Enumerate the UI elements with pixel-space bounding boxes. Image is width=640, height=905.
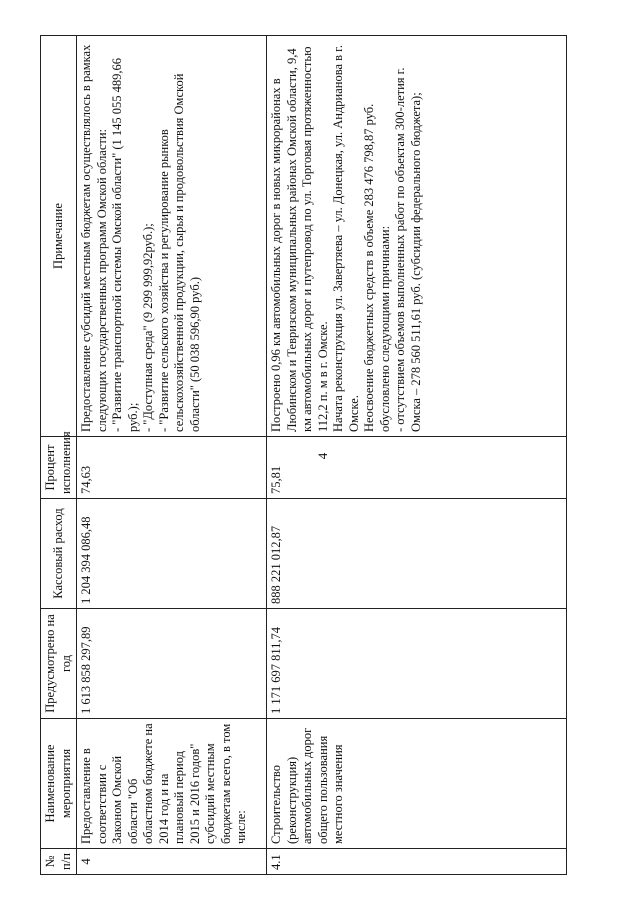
cell-cash: 888 221 012,87 xyxy=(267,499,567,609)
header-percent: Процент исполнения xyxy=(41,437,77,499)
cell-note xyxy=(267,36,567,437)
table-header-row xyxy=(41,36,77,875)
header-note: Примечание xyxy=(41,36,77,437)
cell-planned: 1 171 697 811,74 xyxy=(267,609,567,719)
header-cash: Кассовый расход xyxy=(41,499,77,609)
rotated-table-container xyxy=(40,35,585,875)
note-line: Построено 0,96 км автомобильных дорог в новых микрорайонах в Любинском и Тевризском муниципальных районах Омской области, 9,4 км автомобильных дорог и путепровод по ул. Торговая протяженностью 112,2 п. м в г. Омске. xyxy=(269,46,330,432)
note-line: Предоставление субсидий местным бюджетам осуществлялось в рамках следующих государственных программ Омской области: xyxy=(79,44,109,432)
table-row xyxy=(267,36,567,875)
cell-percent: 74,63 xyxy=(77,437,267,499)
note-line: - "Развитие транспортной системы Омской области" (1 145 055 489,66 руб.); xyxy=(110,57,140,432)
note-line: - отсутствием объемов выполненных работ по объектам 300-летия г. Омска – 278 560 511,61 руб. (субсидии федерального бюджета); xyxy=(393,67,423,432)
header-planned: Предусмотрено на год xyxy=(41,609,77,719)
page-number: 4 xyxy=(315,452,330,460)
cell-percent: 75,81 xyxy=(267,437,567,499)
cell-name: Предоставление в соответствии с Законом Омской области "Об областном бюджете на 2014 год и на плановый период 2015 и 2016 годов" субсидий местным бюджетам всего, в том числе: xyxy=(77,719,267,849)
header-name: Наименование мероприятия xyxy=(41,719,77,849)
note-line: - "Доступная среда" (9 299 999,92руб.); xyxy=(141,223,155,432)
note-line: - "Развитие сельского хозяйства и регулирование рынков сельскохозяйственной продукции, сырья и продовольствия Омской области" (50 038 596,90 руб.) xyxy=(156,73,202,432)
cell-cash: 1 204 394 086,48 xyxy=(77,499,267,609)
cell-planned: 1 613 858 297,89 xyxy=(77,609,267,719)
table-row xyxy=(77,36,267,875)
cell-no: 4.1 xyxy=(267,849,567,875)
note-line: Неосвоение бюджетных средств в объеме 283 476 798,87 руб. обусловлено следующими причинами: xyxy=(362,103,392,432)
cell-no: 4 xyxy=(77,849,267,875)
note-line: Начата реконструкция ул. Завертяева – ул. Донецкая, ул. Андрианова в г. Омске. xyxy=(331,44,361,432)
header-no: № п/п xyxy=(41,849,77,875)
cell-note xyxy=(77,36,267,437)
report-table xyxy=(40,35,567,875)
cell-name: Строительство (реконструкция) автомобильных дорог общего пользования местного значения xyxy=(267,719,567,849)
